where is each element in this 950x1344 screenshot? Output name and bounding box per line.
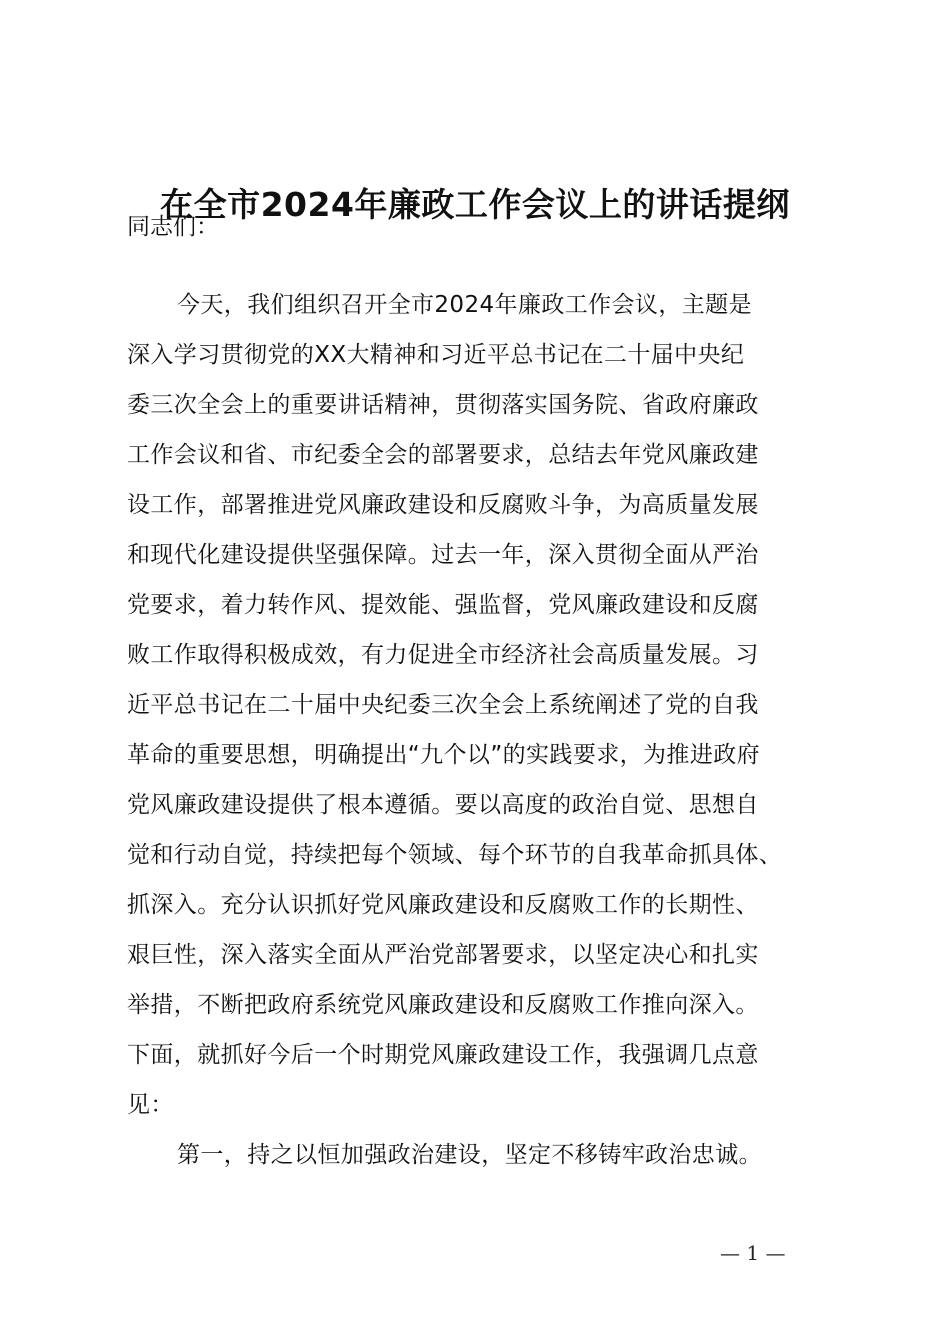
body-line: 委三次全会上的重要讲话精神，贯彻落实国务院、省政府廉政 [127, 392, 759, 418]
salutation: 同志们： [127, 214, 219, 240]
body-line: 下面，就抓好今后一个时期党风廉政建设工作，我强调几点意 [127, 1042, 759, 1068]
body-line: 觉和行动自觉，持续把每个领域、每个环节的自我革命抓具体、 [127, 842, 783, 868]
body-line: 近平总书记在二十届中央纪委三次全会上系统阐述了党的自我 [127, 692, 759, 718]
body-line: 和现代化建设提供坚强保障。过去一年，深入贯彻全面从严治 [127, 542, 759, 568]
page-number: — 1 — [720, 1241, 786, 1265]
body-line: 工作会议和省、市纪委全会的部署要求，总结去年党风廉政建 [127, 442, 759, 468]
body-text [127, 280, 847, 1180]
body-line: 第一，持之以恒加强政治建设，坚定不移铸牢政治忠诚。 [177, 1142, 762, 1168]
body-line: 举措，不断把政府系统党风廉政建设和反腐败工作推向深入。 [127, 992, 759, 1018]
body-line: 深入学习贯彻党的XX大精神和习近平总书记在二十届中央纪 [127, 342, 745, 368]
body-line: 革命的重要思想，明确提出“九个以”的实践要求，为推进政府 [127, 742, 761, 768]
body-line: 设工作，部署推进党风廉政建设和反腐败斗争，为高质量发展 [127, 492, 759, 518]
body-line: 抓深入。充分认识抓好党风廉政建设和反腐败工作的长期性、 [127, 892, 759, 918]
document-title: 在全市2024年廉政工作会议上的讲话提纲 [160, 185, 790, 224]
body-line: 败工作取得积极成效，有力促进全市经济社会高质量发展。习 [127, 642, 759, 668]
body-line: 见： [127, 1092, 174, 1118]
body-line: 党要求，着力转作风、提效能、强监督，党风廉政建设和反腐 [127, 592, 759, 618]
body-line: 艰巨性，深入落实全面从严治党部署要求，以坚定决心和扎实 [127, 942, 759, 968]
body-line: 党风廉政建设提供了根本遵循。要以高度的政治自觉、思想自 [127, 792, 759, 818]
body-line: 今天，我们组织召开全市2024年廉政工作会议，主题是 [177, 292, 752, 318]
